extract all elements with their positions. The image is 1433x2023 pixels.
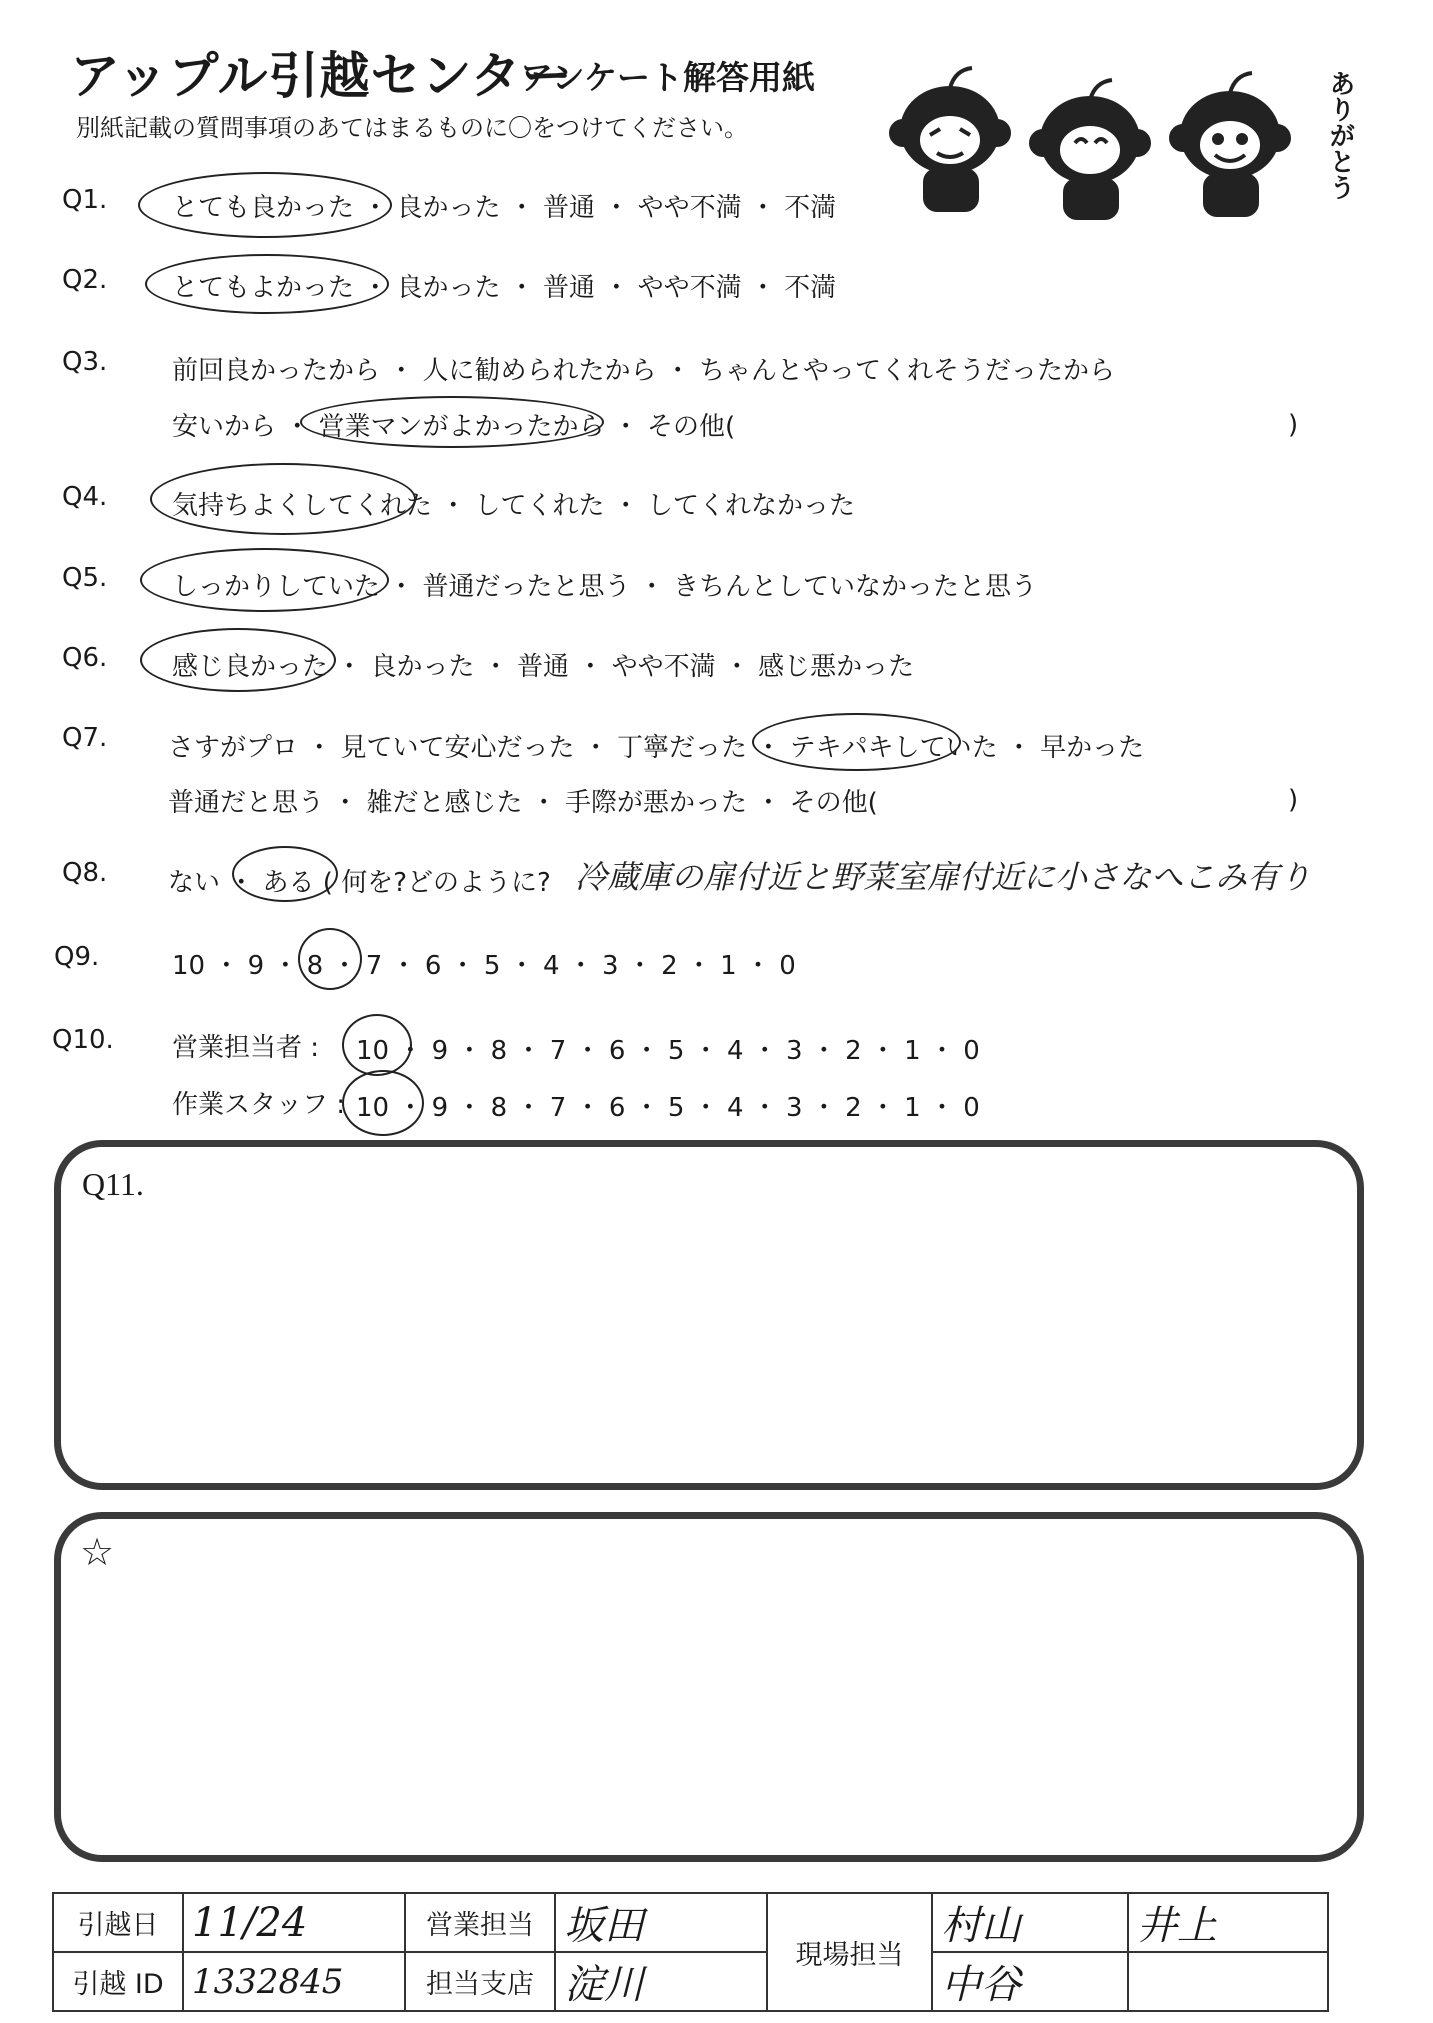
site-rep-label: 現場担当 [767,1893,932,2011]
q8-label: Q8. [62,858,108,888]
q7-options-line2: 普通だと思う ・ 雑だと感じた ・ 手際が悪かった ・ その他( [168,788,878,818]
site-rep-value-2: 井上 [1128,1893,1328,1952]
q10-label: Q10. [52,1025,114,1055]
q5-options: しっかりしていた ・ 普通だったと思う ・ きちんとしていなかったと思う [172,572,1038,602]
q11-comment-box [54,1140,1364,1490]
q6-options: 感じ良かった ・ 良かった ・ 普通 ・ やや不満 ・ 感じ悪かった [172,652,915,682]
q1-options: とても良かった ・ 良かった ・ 普通 ・ やや不満 ・ 不満 [172,193,837,223]
q8-answer-circle [232,846,338,902]
q9-label: Q9. [54,942,100,972]
branch-label: 担当支店 [405,1952,555,2011]
sales-rep-label: 営業担当 [405,1893,555,1952]
move-date-value: 11/24 [183,1893,405,1952]
q4-options: 気持ちよくしてくれた ・ してくれた ・ してくれなかった [172,491,856,521]
q11-label: Q11. [82,1166,144,1202]
q7-label: Q7. [62,723,108,753]
thanks-text: ありがとう [1325,70,1355,200]
q8-options: ない ・ ある ( 何を?どのように? [168,868,551,898]
q3-options-line2: 安いから ・ 営業マンがよかったから ・ その他( [172,412,736,442]
branch-value: 淀川 [555,1952,767,2011]
q10-staff-scale: 10 ・ 9 ・ 8 ・ 7 ・ 6 ・ 5 ・ 4 ・ 3 ・ 2 ・ 1 ・ 0 [356,1093,980,1123]
star-comment-box [54,1512,1364,1862]
q2-label: Q2. [62,265,108,295]
q10-staff-label: 作業スタッフ : [172,1090,346,1120]
sales-rep-value: 坂田 [555,1893,767,1952]
q6-answer-circle [140,628,336,692]
site-rep-value-empty [1128,1952,1328,2011]
brand-name: アップル引越センター [70,47,573,105]
q9-answer-circle [298,928,362,990]
monkey-mascots-icon [885,55,1315,225]
q2-options: とてもよかった ・ 良かった ・ 普通 ・ やや不満 ・ 不満 [172,273,837,303]
q5-label: Q5. [62,563,108,593]
move-id-value: 1332845 [183,1952,405,2011]
move-id-label: 引越 ID [53,1952,183,2011]
move-date-label: 引越日 [53,1893,183,1952]
q5-answer-circle [140,548,389,612]
q7-close-paren: ) [1288,785,1299,815]
q4-answer-circle [150,463,416,535]
q2-answer-circle [145,254,389,314]
q3-close-paren: ) [1288,410,1299,440]
q7-answer-circle [752,713,961,771]
q9-scale: 10 ・ 9 ・ 8 ・ 7 ・ 6 ・ 5 ・ 4 ・ 3 ・ 2 ・ 1 ・ 0 [172,951,796,981]
site-rep-value-3: 中谷 [932,1952,1128,2011]
q10-staff-answer-circle [342,1070,424,1136]
form-title: アンケート解答用紙 [520,58,816,97]
q3-label: Q3. [62,347,108,377]
q1-label: Q1. [62,185,108,215]
instruction-text: 別紙記載の質問事項のあてはまるものに〇をつけてください。 [76,114,748,142]
q4-label: Q4. [62,482,108,512]
q6-label: Q6. [62,643,108,673]
q10-sales-answer-circle [342,1014,412,1076]
site-rep-value-1: 村山 [932,1893,1128,1952]
q1-answer-circle [138,172,392,238]
q10-sales-label: 営業担当者 : [172,1033,320,1063]
q3-answer-circle [300,396,604,448]
star-label: ☆ [80,1532,115,1574]
footer-info-table [52,1892,1329,2012]
q10-sales-scale: 10 ・ 9 ・ 8 ・ 7 ・ 6 ・ 5 ・ 4 ・ 3 ・ 2 ・ 1 ・ 0 [356,1036,980,1066]
q3-options-line1: 前回良かったから ・ 人に勧められたから ・ ちゃんとやってくれそうだったから [172,356,1116,386]
q7-options-line1: さすがプロ ・ 見ていて安心だった ・ 丁寧だった ・ テキパキしていた ・ 早かった [168,733,1145,763]
q8-handwritten-answer: 冷蔵庫の扉付近と野菜室扉付近に小さなへこみ有り [575,858,1312,896]
